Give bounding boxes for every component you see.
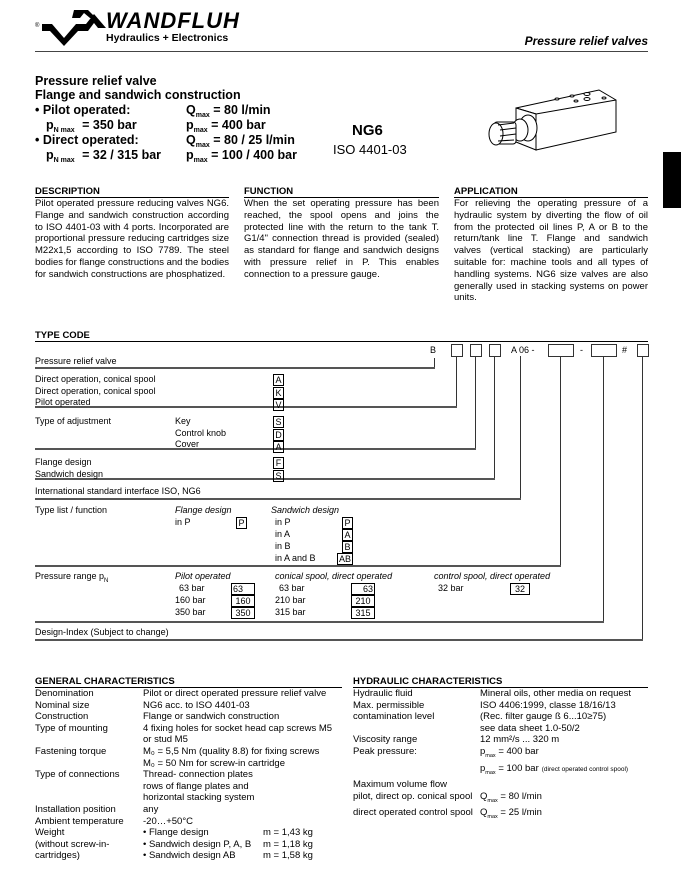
characteristic-row: [35, 769, 342, 781]
code-box: P: [236, 517, 247, 529]
characteristic-label: Peak pressure:: [353, 745, 417, 757]
sandwich-item-label: in B: [275, 540, 291, 551]
characteristic-label: (without screw-in-: [35, 838, 110, 850]
symbol: p: [480, 762, 486, 774]
pressure-item-label: 350 bar: [175, 606, 206, 617]
characteristic-value: [143, 839, 313, 851]
operation-option-label: Direct operation, conical spool: [35, 385, 156, 396]
characteristic-row: [353, 791, 648, 808]
characteristic-value: [143, 781, 249, 793]
wandfluh-logo-icon: [42, 10, 106, 46]
general-characteristics: [35, 676, 342, 862]
direct-pmax: $p_{max} = 100 / 400$ bar: [186, 148, 297, 164]
characteristic-row: [353, 700, 648, 712]
characteristic-row: [35, 758, 342, 770]
sandwich-item-label: in A: [275, 528, 291, 539]
characteristic-value: [143, 827, 313, 839]
characteristic-row: [353, 746, 648, 763]
pressure-item-label: 63 bar: [179, 582, 205, 593]
characteristic-value: [143, 723, 332, 735]
category-title: Pressure relief valves: [524, 34, 648, 48]
characteristic-label: [35, 758, 143, 770]
characteristic-row: [353, 779, 648, 791]
value-text: see data sheet 1.0-50/2: [480, 722, 580, 734]
code-box: B: [342, 541, 353, 553]
characteristic-value: [480, 711, 606, 723]
value-text: ISO 4406:1999, classe 18/16/13: [480, 699, 616, 711]
general-heading: GENERAL CHARACTERISTICS: [35, 676, 342, 688]
interface-label: International standard interface ISO, NG6: [35, 486, 201, 496]
function-section: [244, 186, 439, 281]
characteristic-label: Ambient temperature: [35, 815, 124, 827]
valve-label: Pressure relief valve: [35, 356, 117, 366]
connector-line: [603, 356, 604, 622]
subscript: N max: [53, 157, 75, 164]
hydraulic-table: [353, 688, 648, 824]
brand-name: WANDFLUH: [106, 8, 240, 33]
sandwich-item-label: in A and B: [275, 552, 316, 563]
subscript: N max: [53, 127, 75, 134]
value-text: • Sandwich design AB: [143, 850, 236, 862]
pressure-item-label: 160 bar: [175, 594, 206, 605]
connector-line: [520, 356, 521, 499]
characteristic-label: Type of mounting: [35, 722, 108, 734]
design-option-label: Sandwich design: [35, 468, 104, 479]
operation-options: [35, 374, 156, 409]
value-text: Thread- connection plates: [143, 769, 253, 781]
product-subtitle: Flange and sandwich construction: [35, 88, 241, 102]
symbol: p: [480, 745, 486, 757]
connector-line: [456, 356, 457, 407]
design-option-label: Flange design: [35, 457, 92, 467]
characteristic-label: Denomination: [35, 688, 94, 699]
weight-value: m = 1,43 kg: [263, 827, 313, 839]
code-box: 32: [510, 583, 530, 595]
code-box: F: [273, 457, 284, 469]
characteristic-value: [143, 758, 285, 770]
pressure-range-label: Pressure range $p_N$: [35, 571, 109, 584]
characteristic-row: [353, 807, 648, 824]
weight-value: m = 1,58 kg: [263, 850, 313, 862]
connector-line: [560, 356, 561, 566]
characteristic-value: [480, 700, 616, 712]
connector-line: [642, 356, 643, 640]
characteristic-value: [143, 688, 326, 700]
characteristic-value: [143, 792, 254, 804]
design-options: [35, 457, 103, 480]
characteristic-row: [35, 839, 342, 851]
code-box: P: [342, 517, 353, 529]
direct-label: • Direct operated:: [35, 133, 139, 147]
value-text: • Sandwich design P, A, B: [143, 838, 252, 850]
type-list-label: Type list / function: [35, 505, 108, 515]
divider: [35, 639, 643, 641]
application-section: [454, 186, 648, 304]
value-text: -20…+50°C: [143, 815, 194, 827]
value-text: M₀ = 50 Nm for screw-in cartridge: [143, 757, 285, 769]
registered-mark: ®: [35, 23, 40, 29]
pilot-pn-value: = 350 bar: [82, 118, 137, 132]
operation-option-label: Direct operation, conical spool: [35, 374, 156, 384]
characteristic-value: [480, 734, 559, 746]
value-text: 12 mm²/s ... 320 m: [480, 734, 560, 746]
value-text: 4 fixing holes for socket head cap screws M5: [143, 722, 333, 734]
adjustment-options: [175, 416, 226, 451]
code-box: 63: [351, 583, 375, 595]
characteristic-label: [35, 792, 143, 804]
characteristic-label: Maximum volume flow: [353, 779, 447, 791]
nominal-size: NG6: [352, 122, 383, 139]
characteristic-row: [353, 688, 648, 700]
characteristic-row: [35, 711, 342, 723]
characteristic-label: Construction: [35, 711, 89, 723]
iso-standard: ISO 4401-03: [333, 142, 407, 157]
application-heading: APPLICATION: [454, 186, 648, 198]
characteristic-value: [480, 746, 539, 763]
characteristic-label: Nominal size: [35, 699, 90, 711]
flange-heading: Flange design: [175, 505, 232, 515]
description-heading: DESCRIPTION: [35, 186, 229, 198]
characteristic-label: [353, 723, 480, 735]
connector-line: [494, 356, 495, 479]
characteristic-row: [35, 723, 342, 735]
design-codes: [273, 457, 284, 482]
characteristic-label: Hydraulic fluid: [353, 688, 413, 699]
pilot-qmax: $Q_{max} = 80$ l/min: [186, 103, 271, 119]
characteristic-label: direct operated control spool: [353, 807, 473, 819]
characteristic-row: [35, 804, 342, 816]
value-text: • Flange design: [143, 827, 209, 839]
subscript: max: [487, 797, 498, 804]
characteristic-value: [143, 700, 250, 712]
characteristic-value: [143, 734, 188, 746]
characteristic-label: Type of connections: [35, 769, 120, 781]
characteristic-row: [35, 850, 342, 862]
connector-line: [475, 356, 476, 449]
value-text: or stud M5: [143, 734, 188, 746]
value-text: Flange or sandwich construction: [143, 711, 280, 723]
pilot-pmax: $p_{max} = 400$ bar: [186, 118, 266, 134]
code-box: K: [273, 387, 284, 399]
subscript: max: [485, 769, 496, 776]
code-box: A: [342, 529, 353, 541]
control-pressure-list: [434, 571, 560, 595]
characteristic-value: [143, 746, 319, 758]
value-text: any: [143, 803, 159, 815]
divider: [35, 621, 604, 623]
characteristic-row: [35, 827, 342, 839]
value-text: horizontal stacking system: [143, 792, 255, 804]
characteristic-value: [480, 688, 631, 700]
characteristic-value: [480, 791, 542, 808]
characteristic-label: Weight: [35, 827, 65, 839]
code-box: AB: [338, 553, 351, 564]
code-dash: -: [580, 345, 583, 355]
characteristic-value: [480, 763, 628, 780]
characteristic-value: [480, 807, 542, 824]
characteristic-value: [143, 850, 313, 862]
characteristic-row: [353, 711, 648, 723]
hydraulic-characteristics: [353, 676, 648, 824]
general-table: [35, 688, 342, 862]
product-title: Pressure relief valve: [35, 74, 157, 88]
subscript: max: [485, 752, 496, 759]
adjustment-codes: [273, 416, 284, 454]
characteristic-label: Fastening torque: [35, 745, 107, 757]
code-box: V: [273, 399, 284, 411]
direct-qmax: $Q_{max} = 80 / 25$ l/min: [186, 133, 295, 149]
symbol: Q: [480, 790, 488, 802]
divider: [35, 565, 561, 567]
characteristic-label: Installation position: [35, 803, 116, 815]
characteristic-row: [35, 792, 342, 804]
code-box: A: [273, 374, 284, 386]
characteristic-label: Max. permissible: [353, 699, 425, 711]
characteristic-row: [35, 781, 342, 793]
value-text: = 80 l/min: [500, 790, 542, 802]
code-box: 63: [231, 583, 255, 595]
characteristic-label: [35, 734, 143, 746]
sandwich-item-label: in P: [275, 516, 291, 527]
divider: [35, 498, 521, 500]
operation-codes: [273, 374, 284, 412]
symbol-p: p: [46, 148, 54, 162]
function-text: When the set operating pressure has been reached, the spool opens and joins the protected line with the return to the tank T. G1/4" connection thread is provided (sealed) as standard for flange and sandwich designs with pressure relief in P. This enables connection to a pressure gauge.: [244, 198, 439, 280]
section-tab-marker: [663, 152, 681, 208]
characteristic-value: [143, 711, 279, 723]
pressure-item-label: 32 bar: [438, 582, 464, 593]
control-heading: control spool, direct operated: [434, 571, 551, 581]
code-box: 160: [231, 595, 255, 607]
value-text: NG6 acc. to ISO 4401-03: [143, 699, 250, 711]
characteristic-label: [35, 781, 143, 793]
adjustment-option-label: Cover: [175, 439, 200, 449]
characteristic-label: pilot, direct op. conical spool: [353, 790, 473, 802]
pressure-item-label: 210 bar: [275, 594, 306, 605]
subscript: max: [487, 814, 498, 821]
code-box: D: [273, 429, 284, 441]
characteristic-value: [143, 769, 253, 781]
characteristic-row: [35, 688, 342, 700]
characteristic-row: [35, 734, 342, 746]
characteristic-label: [353, 763, 480, 780]
characteristic-value: [143, 804, 158, 816]
value-text: (Rec. filter gauge ß 6...10≥75): [480, 711, 607, 723]
characteristic-value: [143, 816, 193, 828]
description-text: Pilot operated pressure reducing valves NG6. Flange and sandwich construction according to ISO 4401-03 with 4 ports. Incorporated are proportional pressure reducing cartridges size M22x1,5 according to ISO 7789. The steel bodies for flange constructions and the bodies for sandwich constructions are phosphatized.: [35, 198, 229, 280]
valve-illustration: [484, 84, 628, 156]
value-text: Pilot or direct operated pressure relief valve: [143, 688, 327, 699]
header-divider: [35, 51, 648, 52]
characteristic-row: [35, 816, 342, 828]
pressure-item-label: 315 bar: [275, 606, 306, 617]
characteristic-value: [480, 723, 580, 735]
symbol-p: p: [46, 118, 54, 132]
pilot-pressure-list: [175, 571, 255, 619]
pilot-label: • Pilot operated:: [35, 103, 131, 117]
code-mid: A 06 -: [511, 345, 535, 355]
characteristic-row: [353, 734, 648, 746]
code-prefix: B: [430, 345, 437, 355]
value-text: rows of flange plates and: [143, 780, 249, 792]
divider: [35, 478, 495, 480]
conical-heading: conical spool, direct operated: [275, 571, 393, 581]
code-box: A: [273, 441, 284, 453]
type-code-heading: TYPE CODE: [35, 330, 648, 342]
value-text: = 400 bar: [498, 745, 539, 757]
flange-item-label: in P: [175, 516, 191, 527]
operation-option-label: Pilot operated: [35, 397, 91, 407]
value-text: = 25 l/min: [500, 807, 542, 819]
direct-pn-value: = 32 / 315 bar: [82, 148, 162, 162]
code-hash: #: [622, 345, 628, 355]
pilot-heading: Pilot operated: [175, 571, 231, 581]
value-text: Mineral oils, other media on request: [480, 688, 632, 699]
conical-pressure-list: [275, 571, 393, 619]
sandwich-type-list: [271, 505, 353, 565]
code-box: S: [273, 416, 284, 428]
symbol: Q: [480, 807, 488, 819]
weight-value: m = 1,18 kg: [263, 838, 313, 850]
sandwich-heading: Sandwich design: [271, 505, 340, 515]
characteristic-row: [35, 746, 342, 758]
value-note: (direct operated control spool): [541, 765, 629, 773]
divider: [35, 448, 476, 450]
value-text: M₀ = 5,5 Nm (quality 8.8) for fixing screws: [143, 745, 320, 757]
code-box: 350: [231, 607, 255, 619]
adjustment-label: Type of adjustment: [35, 416, 112, 426]
flange-type-list: [175, 505, 247, 529]
characteristic-row: [353, 723, 648, 735]
characteristic-label: Viscosity range: [353, 734, 418, 746]
function-heading: FUNCTION: [244, 186, 439, 198]
code-box: 315: [351, 607, 375, 619]
brand-subtitle: Hydraulics + Electronics: [106, 32, 229, 44]
adjustment-option-label: Key: [175, 416, 191, 426]
description-section: [35, 186, 229, 281]
adjustment-option-label: Control knob: [175, 427, 227, 438]
pressure-item-label: 63 bar: [279, 582, 305, 593]
code-box: 210: [351, 595, 375, 607]
direct-pn: [46, 148, 161, 168]
characteristic-label: contamination level: [353, 711, 435, 723]
characteristic-label: cartridges): [35, 850, 80, 862]
code-box: S: [273, 470, 284, 482]
application-text: For relieving the operating pressure of a hydraulic system by diverting the flow of oil from the protected oil lines P, A or B to the return/tank line T. Flange and sandwich valves (vertical stacking) are particularly suitable for: machine tools and all types of handling systems. NG6 size valves are also generally used in stacking systems on power units.: [454, 198, 648, 304]
value-text: = 100 bar: [498, 762, 539, 774]
hydraulic-heading: HYDRAULIC CHARACTERISTICS: [353, 676, 648, 688]
characteristic-row: [35, 700, 342, 712]
characteristic-row: [353, 763, 648, 780]
design-index-label: Design-Index (Subject to change): [35, 627, 169, 637]
